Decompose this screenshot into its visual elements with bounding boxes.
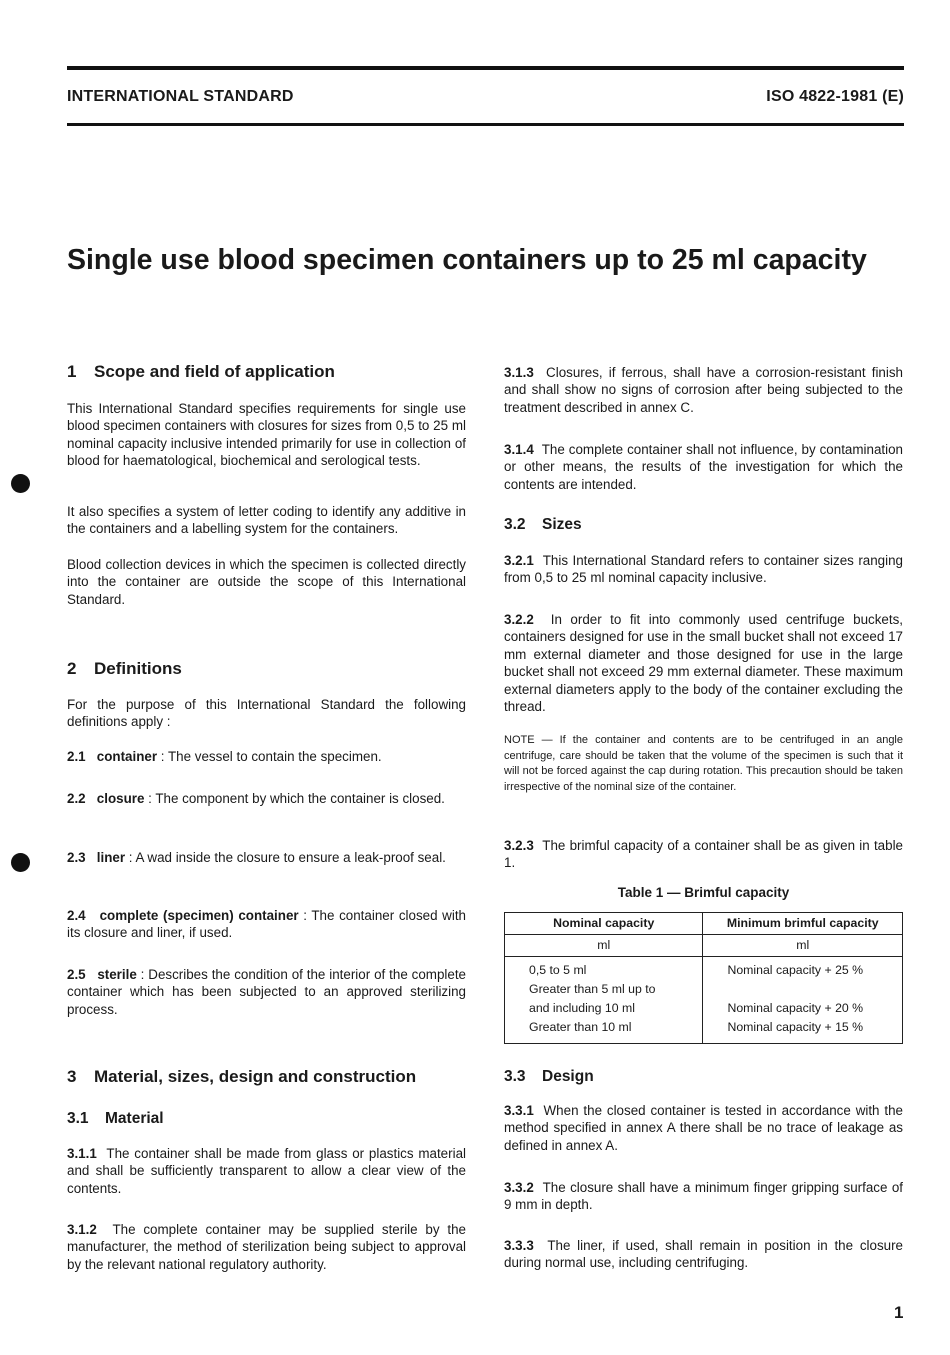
clause-number: 3.2.2 [504, 612, 534, 627]
clause-number: 3.1.2 [67, 1222, 97, 1237]
clause-3-3-1 [504, 1102, 903, 1154]
note: NOTE — If the container and contents are to be centrifuged in an angle centrifuge, care should be taken that the volume of the specimen is such that it will not be forced against the cap during rotation. This precaution should be taken irrespective of the nominal size of the container. [504, 734, 903, 793]
table-header: Nominal capacity [505, 913, 703, 935]
clause-number: 3.3.2 [504, 1180, 534, 1195]
clause-text: When the closed container is tested in accordance with the method specified in annex A there shall be no trace of leakage as defined in annex A. [504, 1103, 903, 1153]
section-title: Material, sizes, design and construction [94, 1067, 417, 1086]
table-cell [703, 957, 903, 1044]
clause-number: 2.5 [67, 967, 86, 982]
clause-text: The complete container may be supplied sterile by the manufacturer, the method of sterilization being subject to approval by the relevant national regulatory authority. [67, 1222, 466, 1272]
document-title: Single use blood specimen containers up to 25 ml capacity [67, 244, 867, 276]
defined-term: liner [96, 850, 126, 865]
subsection-title: Sizes [542, 516, 582, 533]
clause-number: 3.2.3 [504, 838, 534, 853]
clause-3-1-4 [504, 441, 903, 493]
clause-text: Closures, if ferrous, shall have a corrosion-resistant finish and shall show no signs of corrosion after being subjected to the treatment described in annex C. [504, 365, 903, 415]
paragraph: It also specifies a system of letter coding to identify any additive in the containers and a labelling system for the containers. [67, 504, 466, 537]
defined-term: sterile [97, 967, 137, 982]
clause-3-2-1 [504, 552, 903, 587]
subsection-3-1-heading [67, 1110, 164, 1128]
defined-term: closure [96, 791, 145, 806]
table-cell: ml [703, 935, 903, 957]
header-top-rule [67, 66, 904, 70]
subsection-number: 3.3 [504, 1068, 526, 1085]
cell-line: Nominal capacity + 20 % [727, 1001, 864, 1015]
definition-2-5 [67, 966, 466, 1018]
subsection-3-3-heading [504, 1068, 594, 1086]
cell-line: Nominal capacity + 25 % [727, 963, 864, 977]
table-row [505, 957, 903, 1044]
clause-text: The closure shall have a minimum finger gripping surface of 9 mm in depth. [504, 1180, 903, 1213]
clause-3-2-3 [504, 837, 903, 872]
definition-text: : Describes the condition of the interior of the complete container which has been subjected to an approved sterilizing process. [67, 967, 466, 1017]
clause-3-3-3 [504, 1237, 903, 1272]
clause-3-3-2 [504, 1179, 903, 1214]
clause-text: The container shall be made from glass or plastics material and shall be sufficiently transparent to allow a clear view of the contents. [67, 1146, 466, 1196]
clause-text: The brimful capacity of a container shall be as given in table 1. [504, 838, 903, 871]
clause-text: This International Standard refers to container sizes ranging from 0,5 to 25 ml nominal capacity inclusive. [504, 553, 903, 586]
cell-line [727, 980, 902, 999]
clause-number: 2.2 [67, 791, 86, 806]
clause-3-2-2 [504, 611, 903, 715]
clause-text: The liner, if used, shall remain in position in the closure during normal use, including centrifuging. [504, 1238, 903, 1271]
section-number: 1 [67, 362, 77, 381]
definition-text: : The component by which the container is closed. [144, 791, 445, 806]
subsection-number: 3.2 [504, 516, 526, 533]
subsection-title: Material [105, 1110, 164, 1127]
clause-number: 2.3 [67, 850, 86, 865]
definition-2-1 [67, 748, 466, 765]
clause-number: 3.1.4 [504, 442, 534, 457]
table-cell: ml [505, 935, 703, 957]
definition-text: : A wad inside the closure to ensure a leak-proof seal. [125, 850, 446, 865]
paragraph: Blood collection devices in which the specimen is collected directly into the container are outside the scope of this International Standard. [67, 557, 466, 607]
header-bottom-rule [67, 123, 904, 126]
table-caption: Table 1 — Brimful capacity [617, 885, 790, 900]
clause-number: 3.2.1 [504, 553, 534, 568]
section-number: 2 [67, 659, 77, 678]
definition-text: : The container closed with its closure and liner, if used. [67, 908, 466, 941]
section-title: Scope and field of application [94, 362, 335, 381]
definition-2-4 [67, 907, 466, 942]
subsection-title: Design [542, 1068, 594, 1085]
clause-number: 3.1.1 [67, 1146, 97, 1161]
table-unit-row [505, 935, 903, 957]
paragraph: For the purpose of this International Standard the following definitions apply : [67, 697, 466, 730]
binder-hole-mark [11, 474, 30, 493]
binder-hole-mark [11, 853, 30, 872]
page-number: 1 [894, 1303, 904, 1322]
cell-line: Greater than 5 ml up to [529, 982, 656, 996]
running-header-left: INTERNATIONAL STANDARD [67, 88, 294, 105]
definition-text: : The vessel to contain the specimen. [157, 749, 382, 764]
section-title: Definitions [94, 659, 182, 678]
table-header: Minimum brimful capacity [703, 913, 903, 935]
section-3-heading [67, 1067, 416, 1087]
clause-number: 3.1.3 [504, 365, 534, 380]
cell-line: Nominal capacity + 15 % [727, 1020, 864, 1034]
section-2-heading [67, 659, 182, 679]
brimful-capacity-table [504, 912, 903, 1044]
section-1-heading [67, 362, 335, 382]
subsection-3-2-heading [504, 516, 582, 534]
clause-3-1-3 [504, 364, 903, 416]
defined-term: container [96, 749, 158, 764]
section-number: 3 [67, 1067, 77, 1086]
defined-term: complete (specimen) container [99, 908, 299, 923]
clause-3-1-1 [67, 1145, 466, 1197]
cell-line: and including 10 ml [529, 1001, 635, 1015]
clause-number: 2.1 [67, 749, 86, 764]
paragraph: This International Standard specifies requirements for single use blood specimen containers with closures for sizes from 0,5 to 25 ml nominal capacity inclusive intended primarily for use in collection of blood for haematological, biochemical and serological tests. [67, 401, 466, 469]
table-cell [505, 957, 703, 1044]
clause-number: 2.4 [67, 908, 86, 923]
definition-2-3 [67, 849, 466, 866]
clause-text: The complete container shall not influence, by contamination or other means, the results of the investigation for which the contents are intended. [504, 442, 903, 492]
clause-number: 3.3.3 [504, 1238, 534, 1253]
clause-3-1-2 [67, 1221, 466, 1273]
cell-line: Greater than 10 ml [529, 1020, 632, 1034]
cell-line: 0,5 to 5 ml [529, 963, 587, 977]
table-header-row [505, 913, 903, 935]
running-header-right: ISO 4822-1981 (E) [766, 88, 904, 105]
definition-2-2 [67, 790, 466, 807]
clause-number: 3.3.1 [504, 1103, 534, 1118]
subsection-number: 3.1 [67, 1110, 89, 1127]
clause-text: In order to fit into commonly used centrifuge buckets, containers designed for use in the small bucket shall not exceed 17 mm external diameter and those designed for use in the large bucket shall not exceed 29 mm external diameter. These maximum external diameters apply to the body of the container excluding the thread. [504, 612, 903, 715]
